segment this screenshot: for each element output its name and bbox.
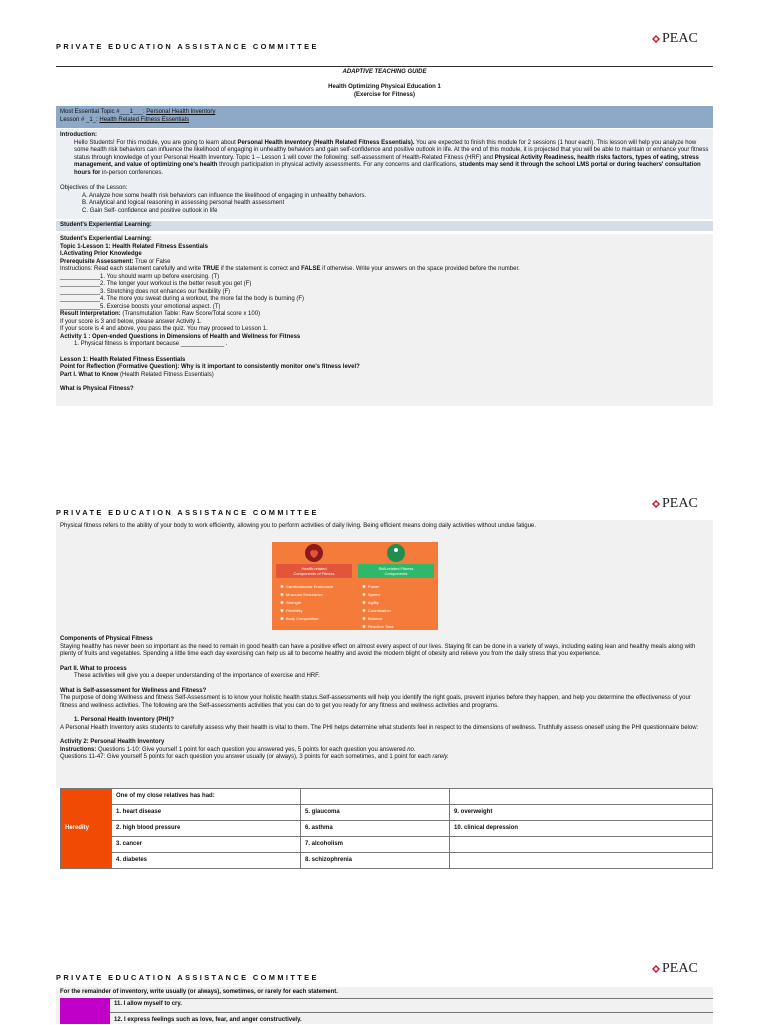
objectives-heading: Objectives of the Lesson: xyxy=(60,185,128,191)
activity1-heading: Activity 1 : Open-ended Questions in Dimensions of Health and Wellness for Fitness xyxy=(60,333,301,340)
topic-name: Personal Health Inventory xyxy=(146,109,216,115)
tf-item: ____________2. The longer your workout is the better result you get (F) xyxy=(60,281,252,287)
peac-logo-icon xyxy=(652,965,660,973)
topic-prefix: Most Essential Topic #___1___: xyxy=(60,109,145,115)
part1: Part I. What to Know (Health Related Fitness Essentials) xyxy=(60,371,214,378)
bullet-icon xyxy=(363,585,366,588)
bullet-icon xyxy=(363,609,366,612)
phi-heading: 1. Personal Health Inventory (PHI)? xyxy=(74,717,175,723)
peac-logo-icon xyxy=(652,35,660,43)
table-row xyxy=(61,805,713,821)
bullet-icon xyxy=(281,601,284,604)
infographic-right-title: Skill-related Fitness xyxy=(378,566,414,571)
bullet-icon xyxy=(363,617,366,620)
heredity-category: Heredity xyxy=(61,789,112,869)
divider xyxy=(110,1012,713,1013)
objective-item: A. Analyze how some health risk behaviors can influence the likelihood of engaging in unhealthy behaviors. xyxy=(82,192,367,199)
tf-instructions: Instructions: Read each statement carefully and write TRUE if the statement is correct and FALSE if otherwise. Write your answers on the space provided before the number. xyxy=(60,266,520,272)
table-cell: 5. glaucoma xyxy=(301,805,450,821)
part2-heading: Part II. What to process xyxy=(60,665,127,672)
lesson-name: Health Related Fitness Essentials xyxy=(99,116,190,123)
table-cell: 8. schizophrenia xyxy=(301,853,450,869)
svg-text:Components: Components xyxy=(384,571,408,576)
org-header: PRIVATE EDUCATION ASSISTANCE COMMITTEE xyxy=(56,508,319,517)
infographic-item: Strength xyxy=(286,600,302,605)
inventory-item: 11. I allow myself to cry. xyxy=(114,1001,182,1007)
reflection: Point for Reflection (Formative Question): Why is it important to consistently monitor one's fitness level? xyxy=(60,364,360,370)
logo-text: PEAC xyxy=(662,31,698,46)
table-row xyxy=(61,789,713,805)
table-row xyxy=(61,821,713,837)
org-header: PRIVATE EDUCATION ASSISTANCE COMMITTEE xyxy=(56,973,319,982)
infographic-item: Cardiovascular Endurance xyxy=(286,584,334,589)
infographic-left-title: Health-related xyxy=(301,566,327,571)
infographic-item: Speed xyxy=(368,592,380,597)
tf-item: ____________3. Stretching does not enhances our flexibility (F) xyxy=(60,288,231,295)
what-is-heading: What is Physical Fitness? xyxy=(60,386,134,392)
table-cell: 1. heart disease xyxy=(112,805,301,821)
table-cell: 3. cancer xyxy=(112,837,301,853)
intro-paragraph: Hello Students! For this module, you are going to learn about Personal Health Inventory (Health Related Fitness Essentials). You are expected to finish this module for 2 sessions (1 hour each). This lesson will help you analyze how some health risk behaviors can influence the likelihood of engaging in unhealthy behaviors and gain self-confidence and positive outlook in life. At the end of this module, it is projected that you will be able to maintain or enhance your fitness status through knowledge of your Personal Health Inventory. Topic 1 – Lesson 1 will cover the following: self-assessment of Health-Related Fitness (HRF) and Physical Activity Readiness, health risks factors, types of eating, stress management, and value of optimizing one's health through participation in physical activity assessments. For any concerns and clarifications, students may send it through the school LMS portal or during teachers' consultation hours for in-person conferences. xyxy=(74,139,709,176)
objective-item: B. Analytical and logical reasoning in assessing personal health assessment xyxy=(82,200,285,206)
table-cell: 9. overweight xyxy=(450,805,713,821)
infographic-item: Muscular Endurance xyxy=(286,592,323,597)
divider xyxy=(56,66,713,67)
bullet-icon xyxy=(281,585,284,588)
infographic-item: Power xyxy=(368,584,380,589)
logo-text: PEAC xyxy=(662,961,698,976)
prerequisite: Prerequisite Assessment: True or False xyxy=(60,258,171,265)
bullet-icon xyxy=(281,593,284,596)
page3-instruction: For the remainder of inventory, write usually (or always), sometimes, or rarely for each statement. xyxy=(60,989,338,995)
intro-heading: Introduction: xyxy=(60,132,97,138)
infographic-item: Reaction Time xyxy=(368,624,394,629)
course-subtitle: (Exercise for Fitness) xyxy=(353,92,416,98)
activity1-question: 1. Physical fitness is important because _____________ . xyxy=(74,341,228,347)
svg-text:Components of Fitness: Components of Fitness xyxy=(293,571,335,576)
table-cell: 2. high blood pressure xyxy=(112,821,301,837)
components-text: Staying healthy has never been so important as the need to remain in good health can have a positive effect on almost every aspect of our lives. Staying fit can be done in a variety of ways, including eating lean and healthy meals along with plenty of fruits and vegetables. Spending a little time each day exercising can help us all to become healthy and avoid the modern blight of obesity and relieve you from the daily stress that you experience. xyxy=(60,643,696,657)
tf-item: ____________5. Exercise boosts your emotional aspect. (T) xyxy=(60,303,221,310)
page2-text xyxy=(56,636,713,786)
bullet-icon xyxy=(363,601,366,604)
experiential-learning-bar: Student's Experiential Learning: xyxy=(56,221,713,231)
part2-text: These activities will give you a deeper understanding of the importance of exercise and HRF. xyxy=(74,673,320,679)
activity2-instructions-2: Questions 11-47: Give yourself 5 points for each question you answer usually (or always), 3 points for each sometimes, and 1 point for each rarely. xyxy=(60,754,449,760)
table-cell: 10. clinical depression xyxy=(450,821,713,837)
peac-logo xyxy=(652,495,698,513)
peac-logo-icon xyxy=(652,500,660,508)
infographic-item: Agility xyxy=(368,600,379,605)
lesson-prefix: Lesson # _1_: xyxy=(60,116,98,123)
peac-logo xyxy=(652,960,698,978)
inventory-item: 12. I express feelings such as love, fear, and anger constructively. xyxy=(114,1017,302,1023)
divider xyxy=(110,998,713,999)
tf-item: ____________4. The more you sweat during a workout, the more fat the body is burning (F) xyxy=(60,296,305,302)
introduction-section xyxy=(56,129,713,219)
selfassess-text: The purpose of doing Wellness and fitness Self-Assessment is to know your holistic health status.Self-assessments will help you identify the right goals, prevent injuries before they happen, and help you determine the effectiveness of your fitness and wellness activities. The following are the Self-assessments activities that you can do to get you ready for any fitness and wellness activities and programs. xyxy=(60,695,691,709)
selfassess-heading: What is Self-assessment for Wellness and Fitness? xyxy=(60,687,207,694)
experiential-learning-section xyxy=(56,234,713,406)
table-row xyxy=(61,853,713,869)
tf-item: ____________1. You should warm up before exercising. (T) xyxy=(60,273,220,280)
components-heading: Components of Physical Fitness xyxy=(60,636,153,642)
logo-text: PEAC xyxy=(662,496,698,511)
phi-text: A Personal Health Inventory asks students to carefully assess why their health is vital to them. The PHI helps determine what students feel in respect to the dimensions of wellness. Truthfully assess oneself using the PHI questionnaire below: xyxy=(60,724,699,731)
infographic-item: Flexibility xyxy=(286,608,303,613)
peac-logo xyxy=(652,30,698,48)
result-line: If your score is 4 and above, you pass the quiz. You may proceed to Lesson 1. xyxy=(60,326,268,332)
table-cell xyxy=(450,853,713,869)
table-header: One of my close relatives has had: xyxy=(112,789,301,805)
infographic-item: Coordination xyxy=(368,608,391,613)
bullet-icon xyxy=(363,593,366,596)
bullet-icon xyxy=(281,617,284,620)
topic-bar xyxy=(56,106,713,128)
activity2-heading: Activity 2: Personal Health Inventory xyxy=(60,739,165,745)
infographic-item: Balance xyxy=(368,616,383,621)
fitness-definition: Physical fitness refers to the ability of your body to work efficiently, allowing you to perform activities of daily living. Being efficient means doing daily activities without undue fatigue. xyxy=(60,523,536,529)
result-line: If your score is 3 and below, please answer Activity 1. xyxy=(60,318,202,325)
category-color-cell xyxy=(60,998,110,1024)
bullet-icon xyxy=(363,625,366,628)
bullet-icon xyxy=(281,609,284,612)
course-title: Health Optimizing Physical Education 1 xyxy=(328,84,441,90)
result-interpretation: Result Interpretation: (Transmutation Table: Raw Score/Total score x 100) xyxy=(60,311,261,317)
guide-title: ADAPTIVE TEACHING GUIDE xyxy=(342,69,427,75)
infographic-item: Body Composition xyxy=(286,616,319,621)
runner-icon xyxy=(387,544,405,562)
table-cell: 7. alcoholism xyxy=(301,837,450,853)
table-cell: 6. asthma xyxy=(301,821,450,837)
table-cell: 4. diabetes xyxy=(112,853,301,869)
table-row xyxy=(61,837,713,853)
org-header: PRIVATE EDUCATION ASSISTANCE COMMITTEE xyxy=(56,42,319,51)
activating-prior: I.Activating Prior Knowledge xyxy=(60,251,142,257)
objective-item: C. Gain Self- confidence and positive outlook in life xyxy=(82,207,218,214)
heredity-table xyxy=(60,788,713,869)
table-cell xyxy=(450,837,713,853)
lesson1-heading: Lesson 1: Health Related Fitness Essentials xyxy=(60,356,186,363)
topic-lesson: Topic 1-Lesson 1: Health Related Fitness Essentials xyxy=(60,243,208,250)
sel-heading: Student's Experiential Learning: xyxy=(60,236,152,242)
fitness-components-infographic xyxy=(272,542,438,630)
activity2-instructions: Instructions: Questions 1-10: Give yourself 1 point for each question you answered yes, 5 points for each question you answered no. xyxy=(60,746,416,753)
